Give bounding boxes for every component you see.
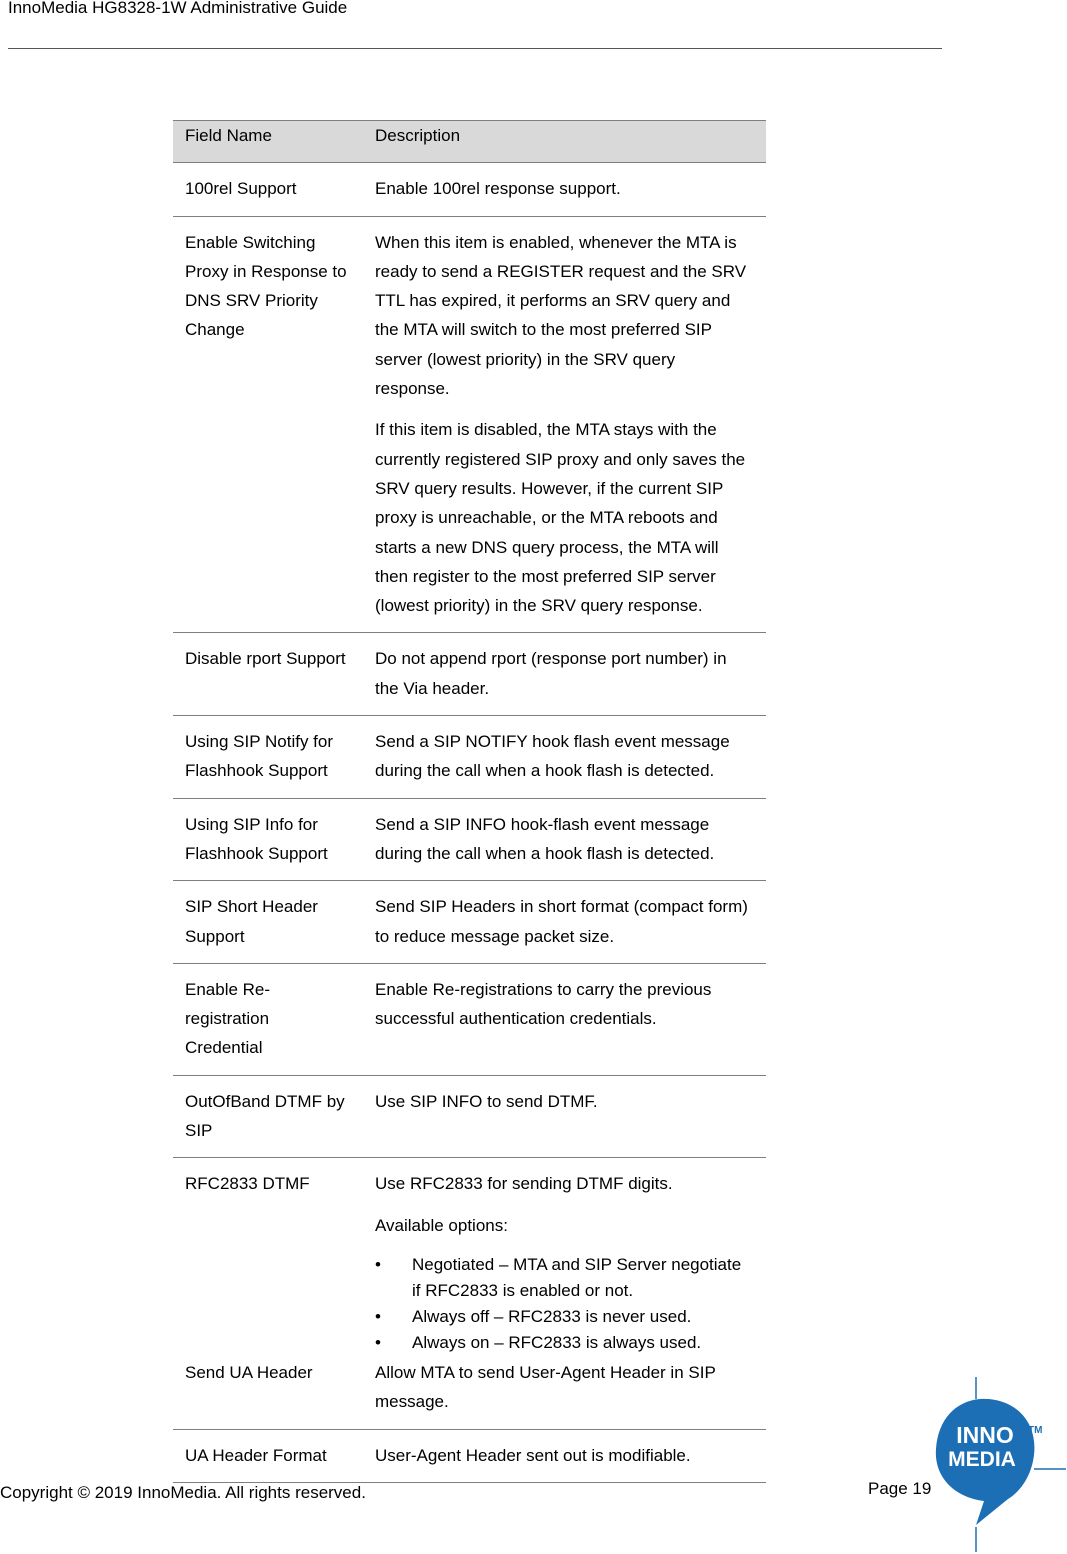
table-row bbox=[173, 1358, 766, 1429]
field-description bbox=[363, 881, 766, 964]
innomedia-logo bbox=[928, 1375, 1067, 1554]
description-text: If this item is disabled, the MTA stays with the currently registered SIP proxy and only saves the SRV query results. However, if the current SIP proxy is unreachable, or the MTA reboots and starts a new DNS query process, the MTA will then register to the most preferred SIP server (lowest priority) in the SRV query response. bbox=[375, 420, 746, 616]
table-row bbox=[173, 881, 766, 964]
table-header-row bbox=[173, 121, 766, 163]
field-description bbox=[363, 1158, 766, 1358]
column-header-description: Description bbox=[363, 121, 766, 163]
field-description-table bbox=[173, 120, 766, 1483]
list-item: • Always on – RFC2833 is always used. bbox=[375, 1330, 754, 1356]
field-description bbox=[363, 1429, 766, 1482]
table-row bbox=[173, 1075, 766, 1158]
field-description bbox=[363, 163, 766, 216]
field-name: UA Header Format bbox=[185, 1445, 327, 1465]
description-text: Use RFC2833 for sending DTMF digits. bbox=[375, 1174, 673, 1194]
document-header-title: InnoMedia HG8328-1W Administrative Guide bbox=[8, 0, 348, 17]
field-name: Using SIP Info for Flashhook Support bbox=[185, 814, 328, 863]
list-item: • Always off – RFC2833 is never used. bbox=[375, 1304, 754, 1330]
field-description bbox=[363, 1358, 766, 1429]
table-row bbox=[173, 216, 766, 633]
description-text: Allow MTA to send User-Agent Header in SIP message. bbox=[375, 1362, 716, 1412]
table-row bbox=[173, 798, 766, 881]
header-divider bbox=[8, 48, 942, 49]
field-name: 100rel Support bbox=[185, 179, 297, 199]
table-row bbox=[173, 1158, 766, 1358]
field-description bbox=[363, 963, 766, 1075]
table-row bbox=[173, 633, 766, 716]
description-text: Send SIP Headers in short format (compact form) to reduce message packet size. bbox=[375, 897, 748, 946]
description-text: Send a SIP NOTIFY hook flash event message during the call when a hook flash is detected. bbox=[375, 732, 730, 781]
table-row bbox=[173, 716, 766, 799]
logo-text-inno: INNO bbox=[956, 1422, 1014, 1448]
description-text: Enable 100rel response support. bbox=[375, 179, 621, 199]
description-text: Use SIP INFO to send DTMF. bbox=[375, 1091, 598, 1111]
options-list bbox=[375, 1252, 754, 1356]
column-header-field-name: Field Name bbox=[173, 121, 363, 163]
logo-text-media: MEDIA bbox=[948, 1448, 1016, 1471]
field-name: Using SIP Notify for Flashhook Support bbox=[185, 732, 334, 781]
list-item: • Negotiated – MTA and SIP Server negotiate if RFC2833 is enabled or not. bbox=[375, 1252, 754, 1304]
description-text: Available options: bbox=[375, 1215, 508, 1235]
logo-trademark: TM bbox=[1028, 1425, 1043, 1436]
description-text: When this item is enabled, whenever the MTA is ready to send a REGISTER request and the SRV TTL has expired, it performs an SRV query and the MTA will switch to the most preferred SIP server (lowest priority) in the SRV query response. bbox=[375, 232, 747, 399]
description-text: Send a SIP INFO hook-flash event message during the call when a hook flash is detected. bbox=[375, 814, 715, 863]
description-text: User-Agent Header sent out is modifiable. bbox=[375, 1445, 691, 1465]
field-name: OutOfBand DTMF by SIP bbox=[185, 1091, 345, 1141]
table-row bbox=[173, 1429, 766, 1482]
field-description bbox=[363, 633, 766, 716]
field-name: Send UA Header bbox=[185, 1362, 313, 1382]
footer-copyright: Copyright © 2019 InnoMedia. All rights reserved. bbox=[0, 1483, 366, 1502]
field-name: Enable Re-registration Credential bbox=[185, 979, 271, 1058]
table-row bbox=[173, 963, 766, 1075]
field-name: Enable Switching Proxy in Response to DNS SRV Priority Change bbox=[185, 232, 347, 340]
field-description bbox=[363, 798, 766, 881]
field-description bbox=[363, 716, 766, 799]
footer-page-number: Page 19 bbox=[868, 1479, 932, 1498]
field-name: Disable rport Support bbox=[185, 649, 346, 669]
table-row bbox=[173, 163, 766, 216]
field-name: SIP Short Header Support bbox=[185, 897, 318, 946]
field-name: RFC2833 DTMF bbox=[185, 1174, 310, 1194]
description-text: Enable Re-registrations to carry the previous successful authentication credentials. bbox=[375, 979, 712, 1029]
description-text: Do not append rport (response port number) in the Via header. bbox=[375, 649, 727, 698]
field-description bbox=[363, 1075, 766, 1158]
field-description bbox=[363, 216, 766, 633]
